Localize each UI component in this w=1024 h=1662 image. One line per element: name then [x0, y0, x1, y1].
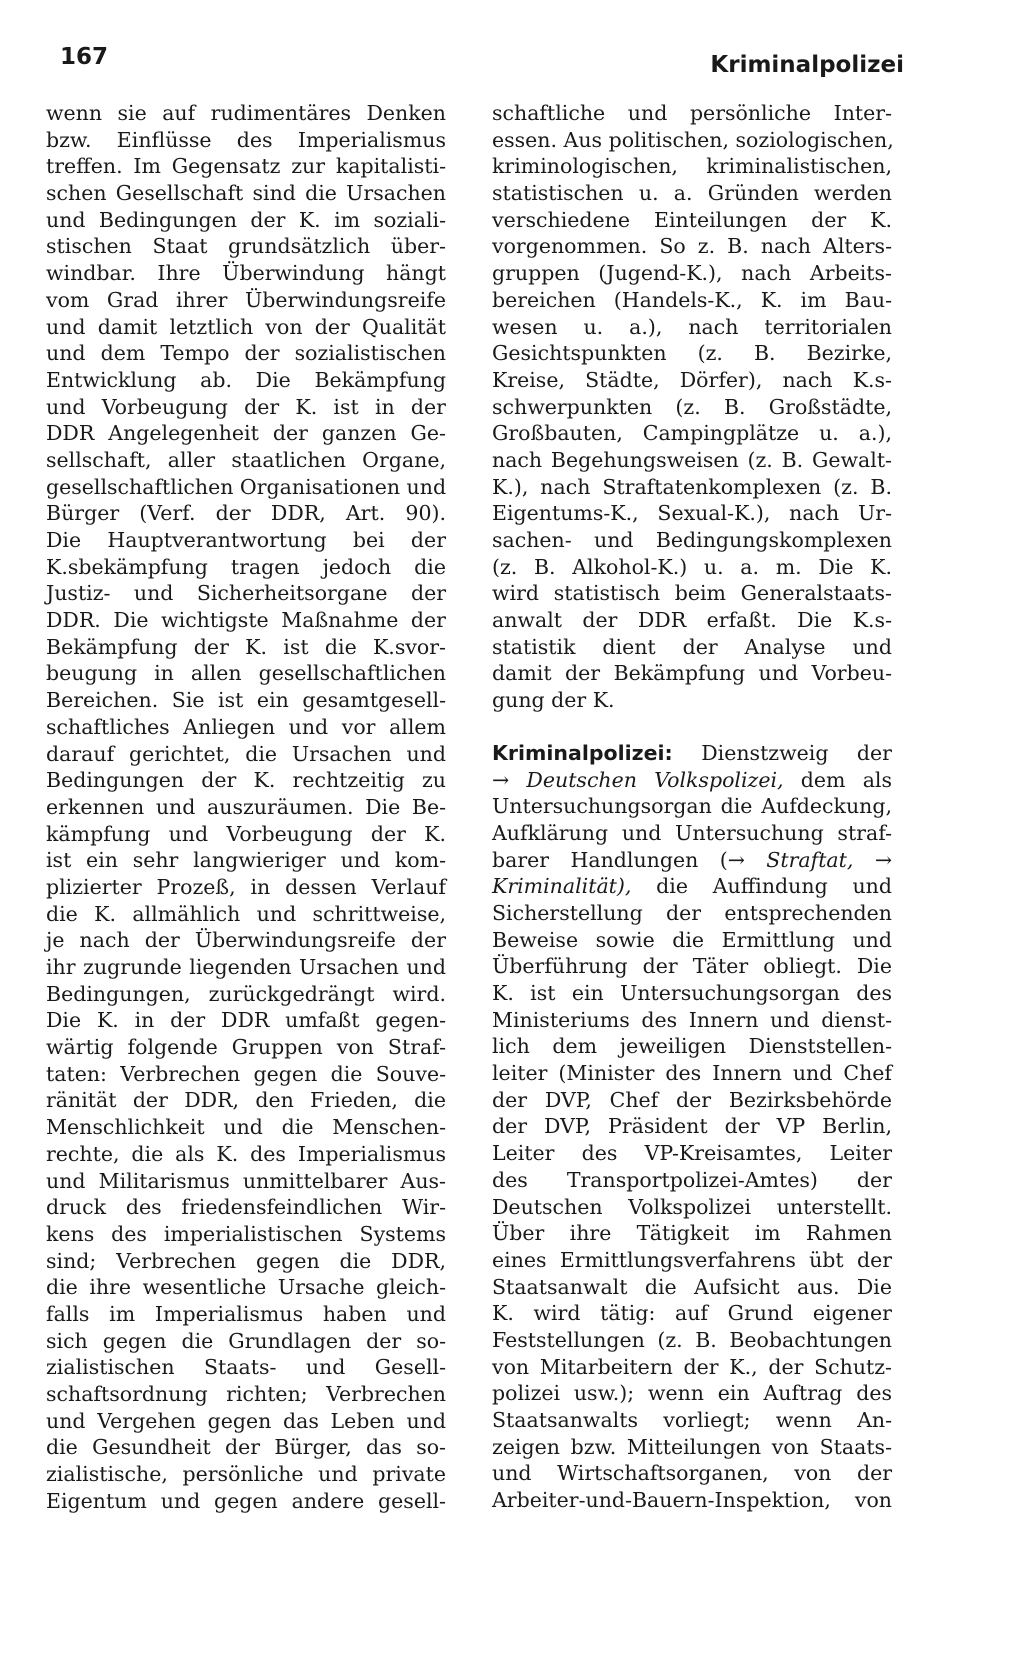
text-line: Deutschen Volkspolizei unterstellt.: [492, 1194, 892, 1219]
entry-kriminalpolizei: [492, 740, 892, 1514]
text-line: die ihre wesentliche Ursache gleich-: [46, 1275, 446, 1300]
text-line: bereichen (Handels-K., K. im Bau-: [492, 287, 892, 312]
text-line: Eigentum und gegen andere gesell-: [46, 1488, 446, 1513]
text-line: gruppen (Jugend-K.), nach Arbeits-: [492, 261, 892, 286]
text-line: sachen- und Bedingungskomplexen: [492, 528, 892, 552]
text-line: bzw. Einflüsse des Imperialismus: [46, 127, 446, 152]
cross-reference-link[interactable]: Deutschen Volkspolizei,: [526, 767, 784, 792]
page-number: 167: [60, 44, 109, 70]
text-line: Bekämpfung der K. ist die K.svor-: [46, 634, 446, 659]
entry-line: [492, 740, 892, 767]
text-line: wenn sie auf rudimentäres Denken: [46, 101, 446, 125]
text-line: Über ihre Tätigkeit im Rahmen: [492, 1221, 892, 1246]
text-line: schaftliche und persönliche Inter-: [492, 101, 892, 125]
text-line: taten: Verbrechen gegen die Souve-: [46, 1061, 446, 1086]
text-line: sellschaft, aller staatlichen Organe,: [46, 447, 446, 472]
text-line: und Vergehen gegen das Leben und: [46, 1408, 446, 1433]
text-line: schaftsordnung richten; Verbrechen: [46, 1382, 446, 1406]
text-line: ist ein sehr langwieriger und kom-: [46, 848, 446, 873]
text-line: Kreise, Städte, Dörfer), nach K.s-: [492, 367, 892, 392]
entry-text: die Auffindung und: [656, 874, 892, 899]
text-line: darauf gerichtet, die Ursachen und: [46, 741, 446, 766]
text-line: kämpfung und Vorbeugung der K.: [46, 821, 446, 846]
entry-line: [492, 873, 892, 900]
text-line: anwalt der DDR erfaßt. Die K.s-: [492, 608, 892, 633]
text-line: Bedingungen der K. rechtzeitig zu: [46, 768, 446, 793]
text-line: gung der K.: [492, 688, 615, 713]
text-line: Eigentums-K., Sexual-K.), nach Ur-: [492, 501, 892, 526]
text-line: (z. B. Alkohol-K.) u. a. m. Die K.: [492, 554, 892, 579]
text-line: wesen u. a.), nach territorialen: [492, 314, 892, 339]
text-line: plizierter Prozeß, in dessen Verlauf: [46, 874, 446, 899]
text-line: wärtig folgende Gruppen von Straf-: [46, 1035, 446, 1060]
text-line: Gesichtspunkten (z. B. Bezirke,: [492, 341, 892, 366]
text-line: K.), nach Straftatenkomplexen (z. B.: [492, 474, 892, 499]
text-line: lich dem jeweiligen Dienststellen-: [492, 1034, 892, 1059]
running-head: Kriminalpolizei: [710, 52, 904, 78]
text-line: zeigen bzw. Mitteilungen von Staats-: [492, 1434, 892, 1459]
text-line: polizei usw.); wenn ein Auftrag des: [492, 1381, 892, 1406]
text-line: Die Hauptverantwortung bei der: [46, 528, 446, 552]
text-line: essen. Aus politischen, soziologischen,: [492, 127, 894, 152]
text-line: Sicherstellung der entsprechenden: [492, 900, 892, 925]
text-line: je nach der Überwindungsreife der: [46, 928, 446, 953]
text-line: Leiter des VP-Kreisamtes, Leiter: [492, 1141, 892, 1166]
text-line: von Mitarbeitern der K., der Schutz-: [492, 1354, 892, 1379]
right-column: [492, 100, 892, 1514]
text-line: beugung in allen gesellschaftlichen: [46, 661, 446, 686]
text-line: und Wirtschaftsorganen, von der: [492, 1461, 892, 1486]
text-line: falls im Imperialismus haben und: [46, 1301, 446, 1326]
text-line: schen Gesellschaft sind die Ursachen: [46, 181, 446, 206]
text-line: vom Grad ihrer Überwindungsreife: [46, 287, 446, 312]
entry-line: [492, 847, 892, 874]
text-line: Staatsanwalt die Aufsicht aus. Die: [492, 1274, 892, 1299]
text-line: Großbauten, Campingplätze u. a.),: [492, 421, 892, 446]
text-line: leiter (Minister des Innern und Chef: [492, 1061, 892, 1086]
text-line: gesellschaftlichen Organisationen und: [46, 474, 447, 499]
text-line: schaftliches Anliegen und vor allem: [46, 714, 446, 739]
text-line: statistischen u. a. Gründen werden: [492, 181, 892, 206]
text-line: und Vorbeugung der K. ist in der: [46, 394, 446, 419]
text-line: nach Begehungsweisen (z. B. Gewalt-: [492, 447, 892, 472]
text-line: sind; Verbrechen gegen die DDR,: [46, 1248, 446, 1273]
text-line: Justiz- und Sicherheitsorgane der: [46, 581, 446, 606]
entry-text: barer Handlungen (: [492, 847, 728, 872]
text-line: K. wird tätig: auf Grund eigener: [492, 1301, 892, 1326]
left-column: [46, 100, 446, 1514]
text-line: Beweise sowie die Ermittlung und: [492, 927, 892, 952]
entry-line: [492, 767, 892, 794]
arrow-icon: →: [727, 847, 745, 872]
text-line: kens des imperialistischen Systems: [46, 1221, 446, 1246]
text-line: Bedingungen, zurückgedrängt wird.: [46, 981, 446, 1006]
text-line: der DVP, Chef der Bezirksbehörde: [492, 1087, 892, 1112]
text-line: die K. allmählich und schrittweise,: [46, 901, 446, 926]
text-line: und Bedingungen der K. im soziali-: [46, 207, 446, 232]
cross-reference-link[interactable]: Kriminalität),: [492, 874, 632, 899]
text-line: vorgenommen. So z. B. nach Alters-: [492, 234, 892, 259]
text-line: windbar. Ihre Überwindung hängt: [46, 261, 446, 286]
text-line: damit der Bekämpfung und Vorbeu-: [492, 661, 892, 686]
entry-text: dem als: [800, 767, 892, 792]
text-line: Entwicklung ab. Die Bekämpfung: [46, 367, 446, 392]
text-line: sich gegen die Grundlagen der so-: [46, 1328, 446, 1353]
arrow-icon: →: [874, 847, 892, 872]
text-line: Staatsanwalts vorliegt; wenn An-: [492, 1408, 892, 1432]
text-line: Aufklärung und Untersuchung straf-: [492, 820, 892, 845]
text-line: Bürger (Verf. der DDR, Art. 90).: [46, 501, 446, 526]
text-line: Menschlichkeit und die Menschen-: [46, 1115, 446, 1140]
text-line: die Gesundheit der Bürger, das so-: [46, 1435, 446, 1460]
text-line: DDR. Die wichtigste Maßnahme der: [46, 608, 446, 633]
cross-reference-link[interactable]: Straftat,: [766, 847, 854, 872]
arrow-icon: →: [492, 767, 510, 792]
text-line: und dem Tempo der sozialistischen: [46, 341, 446, 366]
text-line: druck des friedensfeindlichen Wir-: [46, 1195, 446, 1220]
text-line: des Transportpolizei-Amtes) der: [492, 1167, 892, 1192]
text-line: Ministeriums des Innern und dienst-: [492, 1007, 892, 1032]
text-line: eines Ermittlungsverfahrens übt der: [492, 1247, 892, 1272]
text-line: verschiedene Einteilungen der K.: [492, 207, 892, 232]
entry-headword: Kriminalpolizei:: [492, 740, 673, 765]
text-line: zialistische, persönliche und private: [46, 1462, 446, 1487]
entry-text: Dienstzweig der: [701, 740, 892, 765]
text-line: stischen Staat grundsätzlich über-: [46, 234, 446, 259]
text-line: erkennen und auszuräumen. Die Be-: [46, 794, 446, 819]
text-line: kriminologischen, kriminalistischen,: [492, 154, 892, 179]
text-line: Untersuchungsorgan die Aufdeckung,: [492, 794, 892, 819]
text-line: statistik dient der Analyse und: [492, 634, 892, 659]
text-line: Bereichen. Sie ist ein gesamtgesell-: [46, 688, 446, 713]
text-line: Feststellungen (z. B. Beobachtungen: [492, 1327, 892, 1352]
text-line: und Militarismus unmittelbarer Aus-: [46, 1168, 446, 1193]
text-line: der DVP, Präsident der VP Berlin,: [492, 1114, 892, 1139]
text-line: K.sbekämpfung tragen jedoch die: [46, 554, 446, 579]
text-line: DDR Angelegenheit der ganzen Ge-: [46, 421, 446, 446]
text-line: treffen. Im Gegensatz zur kapitalisti-: [46, 154, 446, 179]
text-line: rechte, die als K. des Imperialismus: [46, 1141, 446, 1166]
text-line: Die K. in der DDR umfaßt gegen-: [46, 1008, 446, 1033]
text-line: schwerpunkten (z. B. Großstädte,: [492, 394, 892, 419]
text-line: K. ist ein Untersuchungsorgan des: [492, 981, 892, 1005]
right-column-continuation: [492, 100, 892, 714]
text-line: ränität der DDR, den Frieden, die: [46, 1088, 446, 1113]
text-line: ihr zugrunde liegenden Ursachen und: [46, 955, 446, 979]
text-line: und damit letztlich von der Qualität: [46, 314, 446, 339]
text-line: zialistischen Staats- und Gesell-: [46, 1355, 446, 1380]
text-line: Arbeiter-und-Bauern-Inspektion, von: [492, 1488, 892, 1513]
text-line: wird statistisch beim Generalstaats-: [492, 581, 892, 606]
text-line: Überführung der Täter obliegt. Die: [492, 954, 892, 979]
